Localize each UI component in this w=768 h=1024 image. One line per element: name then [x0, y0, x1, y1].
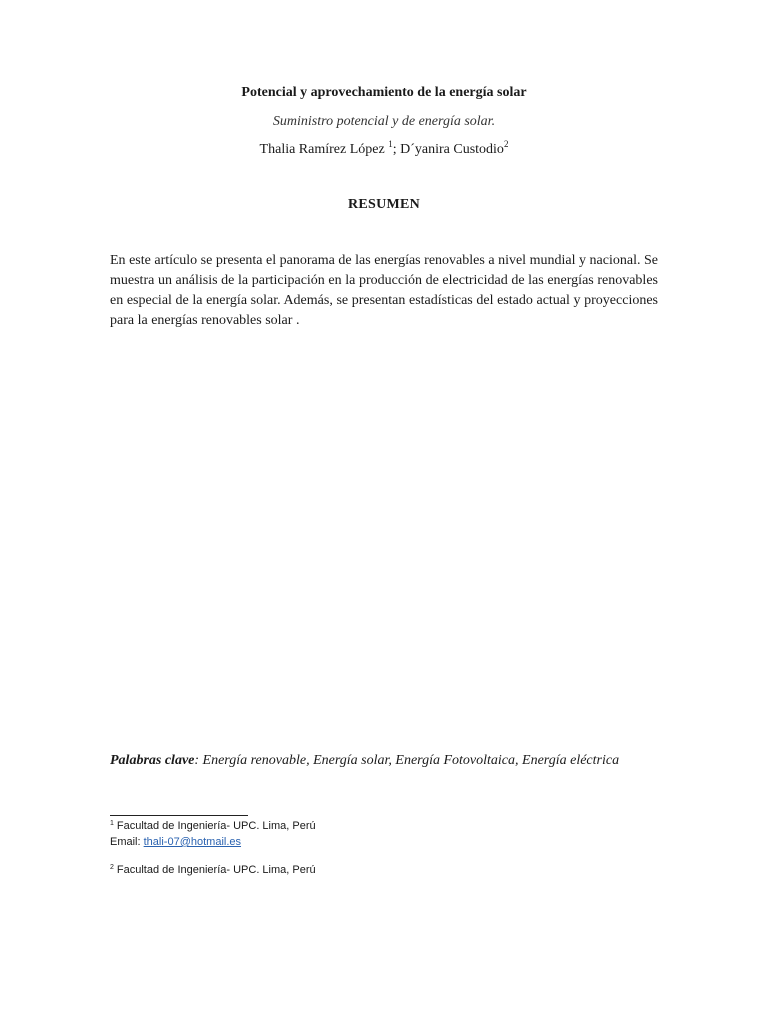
author-1-name: Thalia Ramírez López	[259, 142, 389, 157]
footnote-separator	[110, 815, 248, 816]
footnote-1-number: 1	[110, 820, 114, 827]
footnote-2-text: Facultad de Ingeniería- UPC. Lima, Perú	[116, 864, 316, 876]
document-title: Potencial y aprovechamiento de la energía solar	[241, 85, 527, 100]
author-2-affiliation-mark: 2	[503, 139, 509, 149]
author-line	[0, 139, 768, 158]
section-heading-resumen: RESUMEN	[347, 197, 421, 212]
author-1-affiliation-mark: 1	[388, 139, 393, 149]
abstract-paragraph: En este artículo se presenta el panorama de las energías renovables a nivel mundial y nacional. Se muestra un análisis de la participación en la producción de electricidad de las energías renovables en especial de la energía solar. Además, se presentan estadísticas del estado actual y proyecciones para la energías renovables solar .	[110, 253, 658, 328]
author-separator: ;	[392, 142, 401, 157]
email-label: Email:	[110, 836, 144, 848]
footnote-2-number: 2	[110, 864, 114, 871]
document-subtitle: Suministro potencial y de energía solar.	[272, 114, 496, 129]
keywords-label: Palabras clave	[110, 753, 195, 768]
footnote-1-email-line	[110, 834, 241, 850]
keywords-paragraph	[110, 751, 658, 771]
footnote-1-text: Facultad de Ingeniería- UPC. Lima, Perú	[116, 820, 316, 832]
email-link[interactable]: thali-07@hotmail.es	[143, 836, 242, 848]
author-2-name: D´yanira Custodio	[400, 142, 504, 157]
footnote-2	[110, 862, 316, 878]
footnote-1	[110, 818, 316, 834]
keywords-text: : Energía renovable, Energía solar, Energía Fotovoltaica, Energía eléctrica	[194, 753, 620, 768]
